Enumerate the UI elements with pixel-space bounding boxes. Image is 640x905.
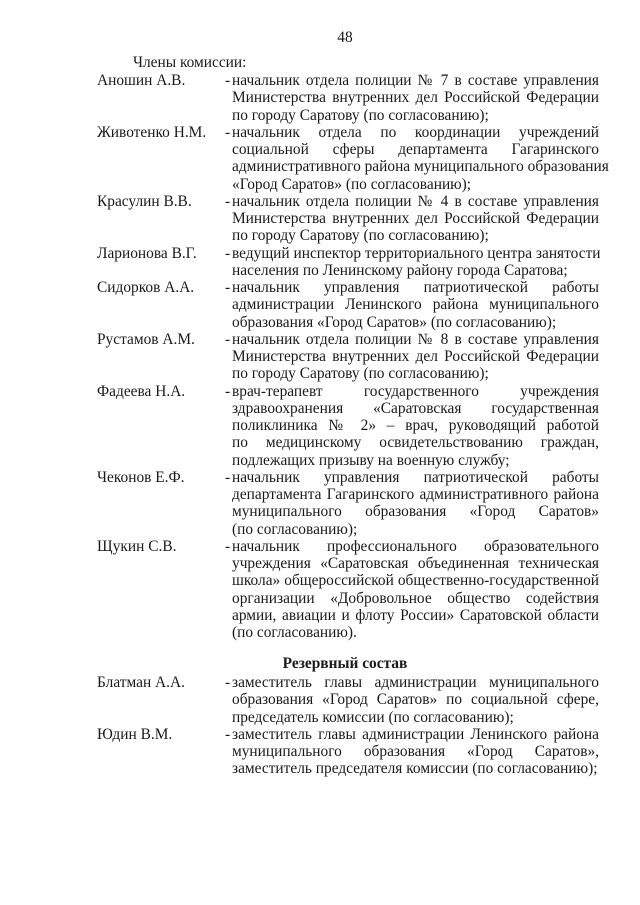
description-line: врач-терапевт государственного учреждения bbox=[232, 382, 599, 400]
person-name: Фадеева Н.А. bbox=[97, 382, 186, 400]
dash-separator: - bbox=[225, 537, 231, 555]
description-line: начальник отдела по координации учреждений bbox=[232, 123, 599, 141]
dash-separator: - bbox=[225, 279, 231, 296]
description-line: Министерства внутренних дел Российской Федерации bbox=[232, 348, 599, 365]
description-line: населения по Ленинскому району города Саратова; bbox=[232, 261, 568, 279]
description-line: школа» общероссийской общественно-государственной bbox=[232, 572, 599, 590]
dash-separator: - bbox=[225, 382, 231, 400]
position-description bbox=[232, 123, 609, 193]
members-heading: Члены комиссии: bbox=[133, 54, 247, 71]
dash-separator: - bbox=[225, 468, 231, 486]
description-line: подлежащих призыву на военную службу; bbox=[232, 451, 510, 469]
description-line: здравоохранения «Саратовская государственная bbox=[232, 399, 599, 417]
description-line: начальник профессионального образовательного bbox=[232, 537, 599, 555]
dash-separator: - bbox=[225, 72, 231, 89]
person-name: Красулин В.В. bbox=[97, 192, 192, 210]
list-item bbox=[97, 72, 599, 124]
list-item bbox=[97, 245, 599, 280]
description-line: муниципального образования «Город Саратов» bbox=[232, 503, 599, 521]
description-line: начальник управления патриотической работы bbox=[232, 468, 599, 486]
list-item bbox=[97, 331, 599, 383]
description-line: учреждения «Саратовская объединенная техническая bbox=[232, 555, 599, 572]
description-line: по городу Саратову (по согласованию); bbox=[232, 106, 489, 124]
description-line: административного района муниципального образования bbox=[232, 158, 609, 176]
description-line: образования «Город Саратов» по социальной сфере, bbox=[232, 691, 599, 709]
person-name: Ларионова В.Г. bbox=[97, 244, 197, 262]
person-name: Юдин В.М. bbox=[97, 725, 173, 743]
dash-separator: - bbox=[225, 244, 231, 262]
person-name: Животенко Н.М. bbox=[97, 123, 207, 141]
list-item bbox=[97, 469, 599, 538]
list-item bbox=[97, 193, 599, 245]
dash-separator: - bbox=[225, 725, 231, 743]
description-line: «Город Саратов» (по согласованию); bbox=[232, 175, 472, 193]
person-name: Рустамов А.М. bbox=[97, 330, 195, 348]
person-name: Чеконов Е.Ф. bbox=[97, 468, 185, 486]
description-line: заместитель главы администрации муниципального bbox=[232, 674, 599, 691]
description-line: по городу Саратову (по согласованию); bbox=[232, 365, 489, 383]
list-item bbox=[97, 674, 599, 726]
dash-separator: - bbox=[225, 123, 231, 141]
position-description bbox=[232, 674, 599, 726]
position-description bbox=[232, 726, 599, 778]
reserve-list bbox=[97, 674, 599, 778]
position-description bbox=[232, 538, 599, 642]
position-description bbox=[232, 193, 599, 245]
description-line: начальник отдела полиции № 4 в составе управления bbox=[232, 192, 599, 210]
position-description bbox=[232, 469, 599, 538]
description-line: организации «Добровольное общество содействия bbox=[232, 589, 599, 607]
description-line: начальник управления патриотической работы bbox=[232, 279, 599, 296]
position-description bbox=[232, 383, 599, 469]
description-line: начальник отдела полиции № 7 в составе управления bbox=[232, 72, 599, 89]
person-name: Сидорков А.А. bbox=[97, 279, 195, 296]
description-line: Министерства внутренних дел Российской Федерации bbox=[232, 89, 599, 107]
description-line: департамента Гагаринского административного района bbox=[232, 486, 599, 503]
description-line: заместитель председателя комиссии (по согласованию); bbox=[232, 760, 598, 778]
description-line: Министерства внутренних дел Российской Федерации bbox=[232, 210, 599, 227]
position-description bbox=[232, 245, 599, 280]
description-line: (по согласованию). bbox=[232, 624, 357, 641]
position-description bbox=[232, 331, 599, 383]
list-item bbox=[97, 123, 609, 193]
members-list bbox=[97, 72, 609, 641]
description-line: начальник отдела полиции № 8 в составе управления bbox=[232, 330, 599, 348]
description-line: образования «Город Саратов» (по согласованию); bbox=[232, 313, 557, 331]
list-item bbox=[97, 279, 599, 331]
page-number: 48 bbox=[337, 29, 353, 46]
description-line: председатель комиссии (по согласованию); bbox=[232, 708, 514, 726]
person-name: Аношин А.В. bbox=[97, 72, 186, 89]
person-name: Щукин С.В. bbox=[97, 537, 177, 555]
description-line: по медицинскому освидетельствованию граждан, bbox=[232, 434, 599, 452]
description-line: поликлиника № 2» – врач, руководящий работой bbox=[232, 417, 599, 434]
description-line: (по согласованию); bbox=[232, 520, 358, 538]
description-line: по городу Саратову (по согласованию); bbox=[232, 227, 489, 245]
dash-separator: - bbox=[225, 674, 231, 691]
description-line: муниципального образования «Город Саратов», bbox=[232, 743, 599, 760]
person-name: Блатман А.А. bbox=[97, 674, 185, 691]
description-line: ведущий инспектор территориального центра занятости bbox=[232, 244, 601, 262]
description-line: администрации Ленинского района муниципального bbox=[232, 296, 599, 314]
list-item bbox=[97, 726, 599, 778]
description-line: социальной сферы департамента Гагаринского bbox=[232, 141, 599, 158]
list-item bbox=[97, 383, 599, 469]
description-line: заместитель главы администрации Ленинского района bbox=[232, 725, 599, 743]
list-item bbox=[97, 538, 599, 642]
description-line: армии, авиации и флоту России» Саратовской области bbox=[232, 606, 599, 624]
reserve-heading: Резервный состав bbox=[282, 655, 408, 672]
position-description bbox=[232, 279, 599, 331]
dash-separator: - bbox=[225, 192, 231, 210]
position-description bbox=[232, 72, 599, 124]
dash-separator: - bbox=[225, 330, 231, 348]
